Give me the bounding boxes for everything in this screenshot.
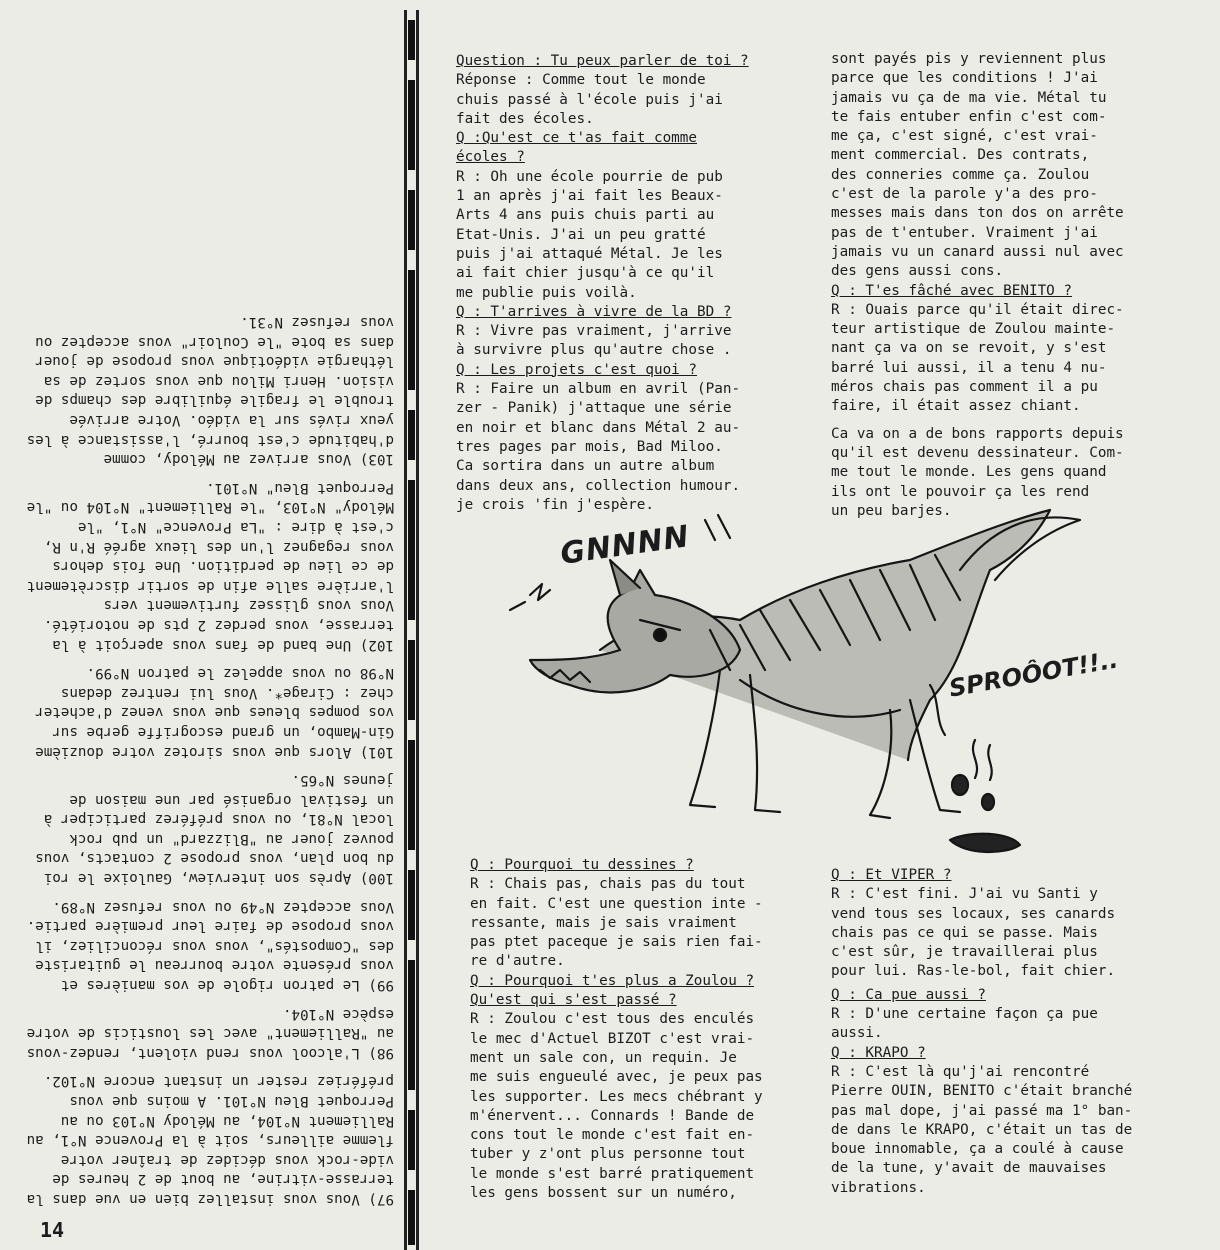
paragraph-103: 103) Vous arrivez au Mélody, comme d'habitude c'est bourré, l'assistance à les yeux rivés sur la vidéo. Votre arrivée trouble le fragile équilibre des champs de vision. Henri Milou que vous sortez de sa léthargie vidéotique vous propose de jouer dans sa bote "le Couloir" vous acceptez ou vous refusez N°31. [26,314,394,468]
paragraph-100: 100) Après son interview, Gauloixe le roi du bon plan, vous propose 2 contacts, vous pouvez jouer au "Blizzard" un pub rock local N°81, ou vous préférez participer à un festival organisé par une maison de jeunes N°65. [35,772,394,887]
answer-krapo: R : C'est là qu'j'ai rencontré Pierre OUIN, BENITO c'était branché pas mal dope, j'ai passé ma 1° ban- de dans le KRAPO, c'était un tas de boue innomable, ça a coulé à cause de la tune, y'avait de mauvaises vibrations. [831,1063,1133,1196]
question-krapo: Q : KRAPO ? [831,1044,926,1061]
growl-sound-text: GNNNN [558,519,692,572]
answer-vivre-bd: R : Vivre pas vraiment, j'arrive à survivre plus qu'autre chose . [456,323,732,359]
question-benito: Q : T'es fâché avec BENITO ? [831,282,1073,299]
question-dessines: Q : Pourquoi tu dessines ? [470,857,694,873]
paragraph-98: 98) L'alcool vous rend violent, rendez-vous au "Ralliement" avec les lousticis de votre espèce N°104. [26,1005,394,1061]
answer-dessines: R : Chais pas, chais pas du tout en fait. C'est une question inte - ressante, mais je sais vraiment pas ptet paceque je sais rien fai- re d'autre. [470,876,763,970]
question-ecoles: Q :Qu'est ce t'as fait comme écoles ? [456,130,698,166]
benito-followup: Ca va on a de bons rapports depuis qu'il est devenu dessinateur. Com- me tout le monde. Les gens quand ils ont le pouvoir ça les rend un peu barjes. [831,425,1124,519]
answer-pue: R : D'une certaine façon ça pue aussi. [831,1006,1098,1042]
question-parler: Question : Tu peux parler de toi ? [456,53,749,69]
page-number: 14 [40,1218,65,1242]
question-zoulou: Q : Pourquoi t'es plus a Zoulou ? Qu'est qui s'est passé ? [470,972,755,1009]
paragraph-101: 101) Alors que vous sirotez votre douzième Gin-Mambo, un grand escogriffe gerbe sur vos pompes bleues que vous venez d'acheter chez : Cirage*. Vous lui rentrez dedans N°98 ou vous appelez le patron N°99. [35,665,394,760]
question-projets: Q : Les projets c'est quoi ? [456,361,698,378]
answer-parler: Réponse : Comme tout le monde chuis passé à l'école puis j'ai fait des écoles. [456,72,723,127]
question-pue: Q : Ca pue aussi ? [831,986,986,1003]
paragraph-102: 102) Une band de fans vous aperçoit à la terrasse, vous perdez 2 pts de notoriété. Vous vous glissez furtivement vers l'arrière salle afin de sortir discrètement de ce lieu de perdition. Une fois dehors vous regagnez l'un des lieux agréé R'n R, c'est à dire : "La Provence" N°1, "le Mélody" N°103, "le Ralliement" N°104 ou "le Perroquet Bleu" N°101. [26,479,394,653]
paragraph-97: 97) Vous vous installez bien en vue dans la terrasse-vitrine, au bout de 2 heures de vide-rock vous décidez de traîner votre flemme ailleurs, soit à la Provence N°1, au Ralliement N°104, au Mélody N°103 ou au Perroquet Bleu N°101. A moins que vous préfériez rester un instant encore N°102. [26,1073,394,1207]
interview-middle-top [456,52,791,515]
gutter-divider [402,10,422,1250]
question-vivre-bd: Q : T'arrives à vivre de la BD ? [456,303,732,320]
interview-right-bottom [831,866,1181,1198]
answer-projets: R : Faire un album en avril (Pan- zer - Panik) j'attaque une série en noir et blanc dans Métal 2 au- tres pages par mois, Bad Miloo. Ca sortira dans un autre album dans deux ans, collection humour. je crois 'fin j'espère. [456,381,741,513]
paragraph-99: 99) Le patron rigole de vos manières et vous présente votre bourreau le guitariste des "Compostés", vous vous réconciliez, il vous propose de faire leur première partie. Vous acceptez N°49 ou vous refusez N°89. [26,898,394,994]
question-viper: Q : Et VIPER ? [831,867,952,883]
answer-ecoles: R : Oh une école pourrie de pub 1 an après j'ai fait les Beaux- Arts 4 ans puis chuis parti au Etat-Unis. J'ai un peu gratté puis j'ai attaqué Métal. Je les ai fait chier jusqu'à ce qu'il me publie puis voilà. [456,168,723,301]
continued-text: sont payés pis y reviennent plus parce que les conditions ! J'ai jamais vu ça de ma vie. Métal tu te fais entuber enfin c'est com- me ça, c'est signé, c'est vrai- ment commercial. Des contrats, des conneries comme ça. Zoulou c'est de la parole y'a des pro- messes mais dans ton dos on arrête pas de t'entuber. Vraiment j'ai jamais vu un canard aussi nul avec des gens aussi cons. [831,51,1124,280]
splat-sound-text: SPROÔOT!!.. [946,645,1121,703]
left-column-rotated [22,18,394,1208]
interview-right-top [831,50,1181,521]
interview-middle-bottom [470,856,800,1203]
answer-benito: R : Ouais parce qu'il était direc- teur artistique de Zoulou mainte- nant ça va on se revoit, y s'est barré lui aussi, il a tenu 4 nu- méros chais pas comment il a pu faire, il était assez chiant. [831,301,1124,415]
answer-viper: R : C'est fini. J'ai vu Santi y vend tous ses locaux, ses canards chais pas ce qui se passe. Mais c'est sûr, je travaillerai plus pour lui. Ras-le-bol, fait chier. [831,886,1116,980]
answer-zoulou: R : Zoulou c'est tous des enculés le mec d'Actuel BIZOT c'est vrai- ment un sale con, un requin. Je me suis engueulé avec, je peux pas les supporter. Les mecs chébrant y m'énervent... Connards ! Bande de cons tout le monde c'est fait en- tuber y z'ont plus personne tout le monde s'est barré pratiquement les gens bossent sur un numéro, [470,1011,763,1202]
